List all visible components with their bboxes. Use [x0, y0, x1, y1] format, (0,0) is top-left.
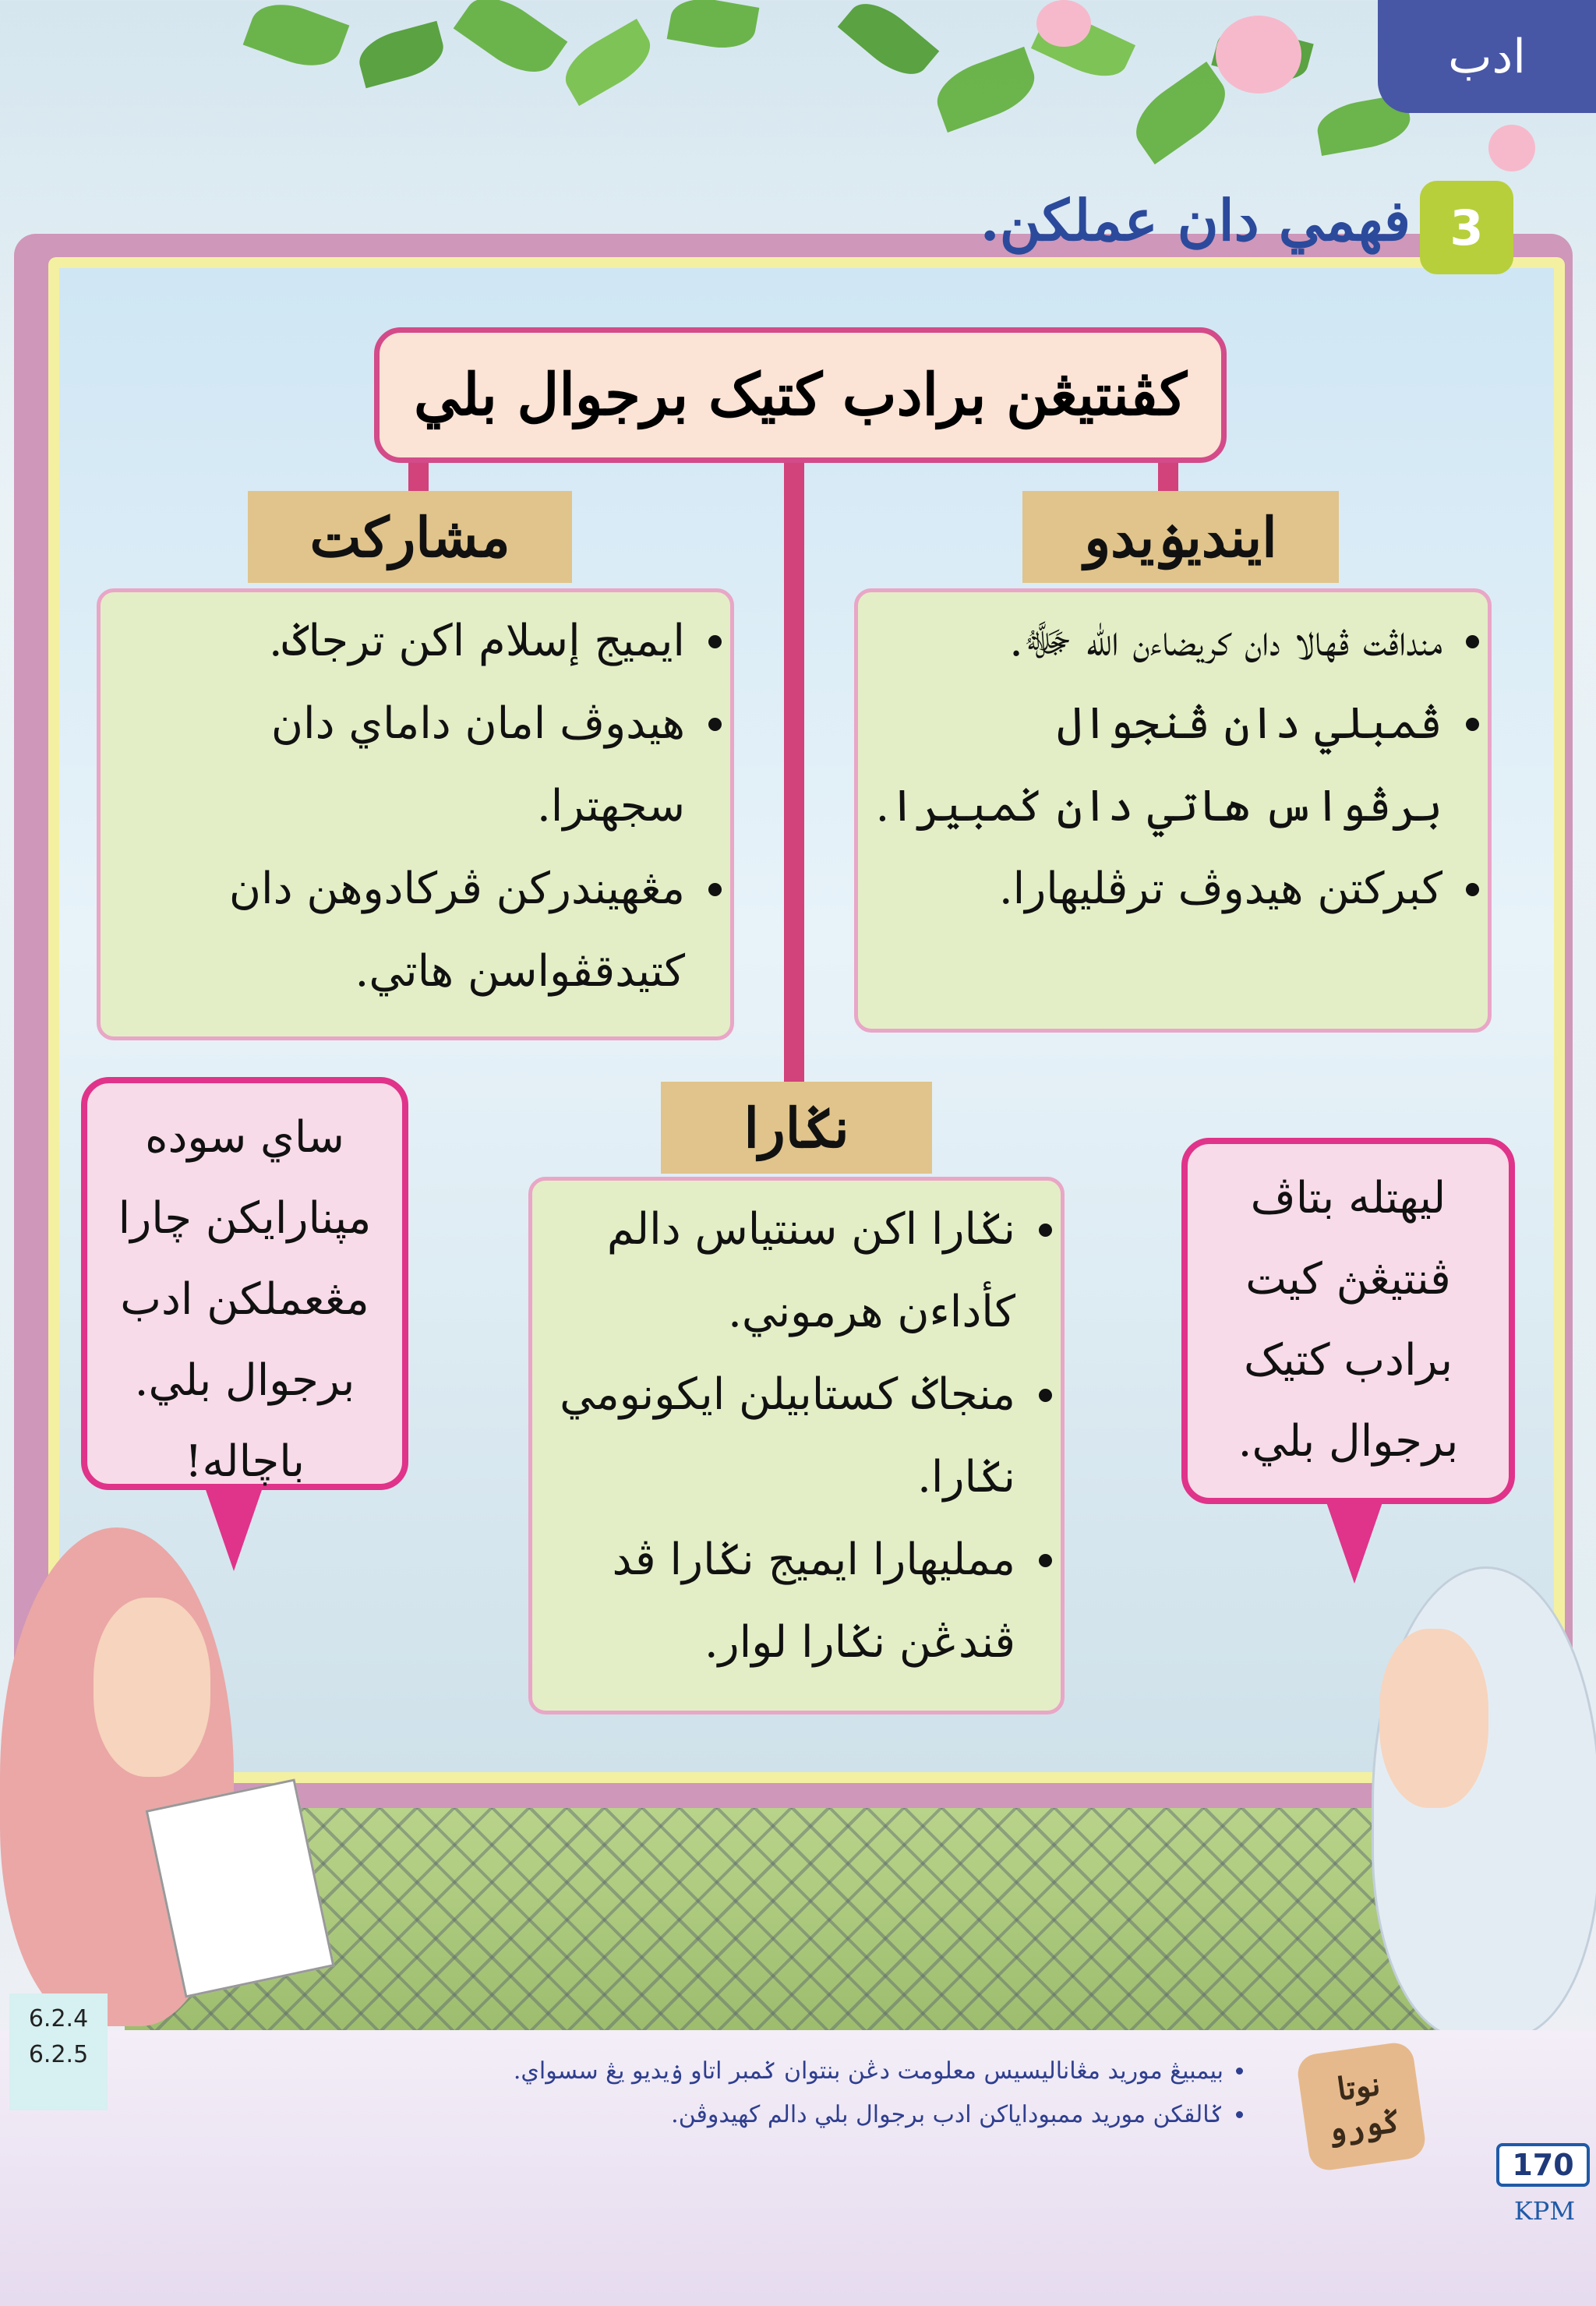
list-item: • ڤمبلي دان ڤنجوال برڤواس هاتي دان ݢمبيرا.: [874, 683, 1447, 848]
label-individual: اينديۏيدو: [1022, 491, 1339, 583]
subject-tab-label: ادب: [1448, 29, 1526, 84]
teacher-note-badge: [1295, 2040, 1427, 2172]
diagram-title-text: كڤنتيڠن برادب كتيک برجوال بلي: [414, 362, 1187, 429]
list-item: • منداڤت ڤهالا دان كريضاءن الله ﷻ.: [874, 600, 1447, 683]
diagram-title: [374, 327, 1227, 463]
learning-standard-codes: [9, 1993, 108, 2110]
speech-bubble-right: [1181, 1138, 1515, 1504]
section-number-badge: [1420, 181, 1513, 274]
list-item: • نݢارا اکن سنتياس دالم كأداءن هرموني.: [548, 1188, 1020, 1354]
panel-society: [97, 588, 734, 1040]
list-item: • منجاݢ كستابيلن ايكونومي نݢارا.: [548, 1354, 1020, 1519]
code-item: 6.2.5: [28, 2041, 89, 2068]
section-heading: فهمي دان عملكن.: [980, 187, 1411, 253]
label-country: نݢارا: [661, 1082, 932, 1174]
subject-tab: [1378, 0, 1596, 113]
panel-country: [528, 1177, 1065, 1714]
note-item: • ݢالقكن موريد ممبوداياکن ادب برجوال بلي دالم كهيدوڤن.: [296, 2093, 1223, 2137]
label-society: مشاركت: [248, 491, 572, 583]
speech-bubble-left-text: ساي سوده مپنارايكن چارا مڠعملكن ادب برجوال بلي. باچاله!: [118, 1112, 372, 1487]
teacher-note-title-2: ݢورو: [1325, 2102, 1404, 2149]
code-item: 6.2.4: [28, 2005, 89, 2032]
list-item: • مڠهيندركن ڤركادوهن دان كتيدقڤواسن هاتي.: [116, 848, 690, 1013]
connector-vertical-main: [784, 456, 804, 1095]
section-number: 3: [1449, 199, 1484, 256]
speech-bubble-right-text: ليهتله بتاڤ ڤنتيڠڽ كيت برادب كتيک برجوال بلي.: [1238, 1173, 1459, 1467]
list-item: • مملیهارا ايميج نݢارا ڤد ڤندڠن نݢارا لوار.: [548, 1519, 1020, 1684]
speech-bubble-left: [81, 1077, 408, 1490]
publisher-logo: KPM: [1513, 2196, 1576, 2226]
panel-individual: [854, 588, 1492, 1033]
teacher-note-title-1: نوتا: [1334, 2065, 1383, 2108]
page-number: 170: [1496, 2143, 1590, 2187]
girl-left-illustration: [0, 1527, 343, 2026]
list-item: • ايميج إسلام اکن ترجاݢ.: [116, 600, 690, 683]
list-item: • كبركتن هيدوڤ ترڤليهارا.: [874, 848, 1447, 931]
girl-right-illustration: [1356, 1566, 1596, 2034]
foliage-decoration: [0, 0, 1596, 187]
teacher-notes: [296, 2050, 1255, 2137]
note-item: • بيمبيڠ موريد مڠاناليسيس معلومت دڠن بنتوان ݢمبر اتاو ۏيديو يڠ سسواي.: [296, 2050, 1223, 2093]
list-item: • هيدوڤ امان داماي دان سجهترا.: [116, 683, 690, 848]
